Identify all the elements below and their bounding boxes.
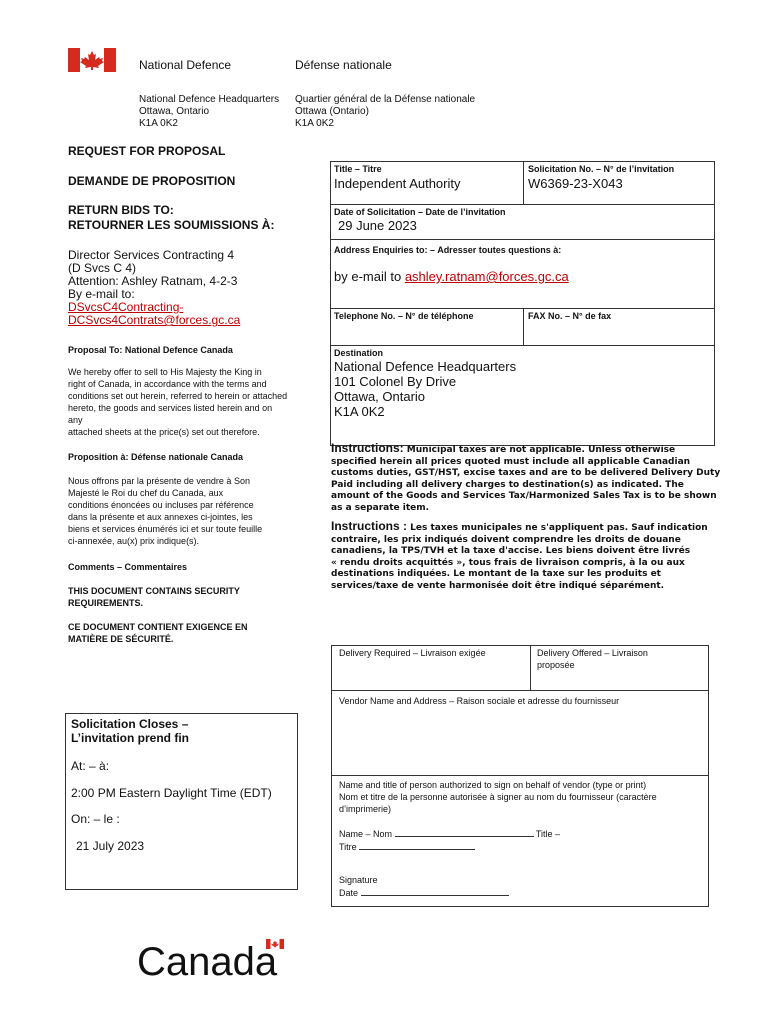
security-notice-fr: CE DOCUMENT CONTIENT EXIGENCE EN MATIÈRE DE SÉCURITÉ. <box>68 622 248 644</box>
name-field[interactable] <box>395 826 534 837</box>
proposal-to-en: Proposal To: National Defence Canada <box>68 345 233 355</box>
closing-time: 2:00 PM Eastern Daylight Time (EDT) <box>71 786 272 800</box>
vendor-box <box>331 645 709 907</box>
vendor-name-label: Vendor Name and Address – Raison sociale et adresse du fournisseur <box>339 696 620 706</box>
delivery-required-label: Delivery Required – Livraison exigée <box>339 648 486 658</box>
destination-label: Destination <box>334 348 384 358</box>
canada-flag-icon <box>68 48 116 72</box>
solicitation-date-label: Date of Solicitation – Date de l’invitation <box>334 207 506 217</box>
dept-name-fr: Défense nationale <box>295 58 392 72</box>
closing-title: Solicitation Closes – L’invitation prend fin <box>71 717 189 745</box>
telephone-label: Telephone No. – N° de téléphone <box>334 311 474 321</box>
closing-date: 21 July 2023 <box>76 839 145 853</box>
comments-label: Comments – Commentaires <box>68 562 188 572</box>
return-bids-fr: RETOURNER LES SOUMISSIONS À: <box>68 218 275 232</box>
destination-address: National Defence Headquarters 101 Colonel By Drive Ottawa, Ontario K1A 0K2 <box>334 359 517 419</box>
rfp-title-fr: DEMANDE DE PROPOSITION <box>68 174 236 188</box>
title-label: Title – Titre <box>334 164 382 174</box>
date-line: Date <box>339 885 509 899</box>
address-en: National Defence Headquarters Ottawa, Ontario K1A 0K2 <box>139 94 280 129</box>
contact-email-link[interactable]: DSvcsC4Contracting- <box>68 300 184 314</box>
title-field[interactable] <box>359 839 475 850</box>
instructions-en: Instructions: Municipal taxes are not applicable. Unless otherwise specified herein all prices quoted must include all applicable Canadian customs duties, GST/HST, excise taxes and are to be delivered Delivery Duty Paid including all delivery charges to destination(s) as indicated. The amount of the Goods and Services Tax/Harmonized Sales Tax is to be shown as a separate item. <box>331 441 721 513</box>
canada-wordmark: Canada <box>137 940 278 984</box>
enquiries-label: Address Enquiries to: – Adresser toutes questions à: <box>334 245 562 255</box>
proposal-to-fr: Proposition à: Défense nationale Canada <box>68 452 244 462</box>
contact-email-link-cont[interactable]: DCSvcs4Contrats@forces.gc.ca <box>68 313 241 327</box>
address-fr: Quartier général de la Défense nationale Ottawa (Ontario) K1A 0K2 <box>295 94 476 129</box>
signature-label: Signature <box>339 875 378 885</box>
dept-name-en: National Defence <box>139 58 232 72</box>
signature-date-field[interactable] <box>361 885 509 896</box>
authorized-person-label: Name and title of person authorized to sign on behalf of vendor (type or print) Nom et titre de la personne autorisée à signer au nom du fournisseur (caractère d’imprimerie) <box>339 780 657 814</box>
proposal-text-en: We hereby offer to sell to His Majesty the King in right of Canada, in accordance with the terms and conditions set out herein, referred to herein or attached hereto, the goods and services listed herein and on any attached sheets at the price(s) set out therefore. <box>68 367 288 437</box>
instructions-fr: Instructions : Les taxes municipales ne s'appliquent pas. Sauf indication contraire, les prix indiqués doivent comprendre les droits de douane canadiens, la TPS/TVH et la taxe d'accise. Les biens doivent être livrés « rendu droits acquittés », tous frais de livraison compris, à la ou aux destinations indiquées. Le montant de la taxe sur les produits et services/taxe de vente harmonisée doit être indiqué séparément. <box>331 519 708 591</box>
solicitation-no-value: W6369-23-X043 <box>528 176 623 191</box>
security-notice-en: THIS DOCUMENT CONTAINS SECURITY REQUIREMENTS. <box>68 586 240 608</box>
title-value: Independent Authority <box>334 176 461 191</box>
fax-label: FAX No. – N° de fax <box>528 311 612 321</box>
closing-at-label: At: – à: <box>71 759 110 773</box>
delivery-offered-label: Delivery Offered – Livraison proposée <box>537 648 648 670</box>
enquiries-value: by e-mail to ashley.ratnam@forces.gc.ca <box>334 269 569 284</box>
solicitation-date-value: 29 June 2023 <box>338 218 417 233</box>
titre-line: Titre <box>339 839 475 853</box>
return-bids-en: RETURN BIDS TO: <box>68 203 174 217</box>
solicitation-no-label: Solicitation No. – N° de l’invitation <box>528 164 675 174</box>
rfp-title-en: REQUEST FOR PROPOSAL <box>68 144 226 158</box>
return-contact: Director Services Contracting 4 (D Svcs C 4) Attention: Ashley Ratnam, 4-2-3 By e-mail to: DSvcsC4Contracting- DCSvcs4Contrats@forces.gc.ca <box>68 248 241 327</box>
enquiries-email-link[interactable]: ashley.ratnam@forces.gc.ca <box>404 269 569 284</box>
closing-on-label: On: – le : <box>71 812 120 826</box>
name-title-line: Name – Nom Title – <box>339 826 560 840</box>
proposal-text-fr: Nous offrons par la présente de vendre à Son Majesté le Roi du chef du Canada, aux conditions énoncées ou incluses par référence dans la présente et aux annexes ci-jointes, les biens et services énumérés ici et sur toute feuille ci-annexée, au(x) prix indique(s). <box>68 476 263 546</box>
